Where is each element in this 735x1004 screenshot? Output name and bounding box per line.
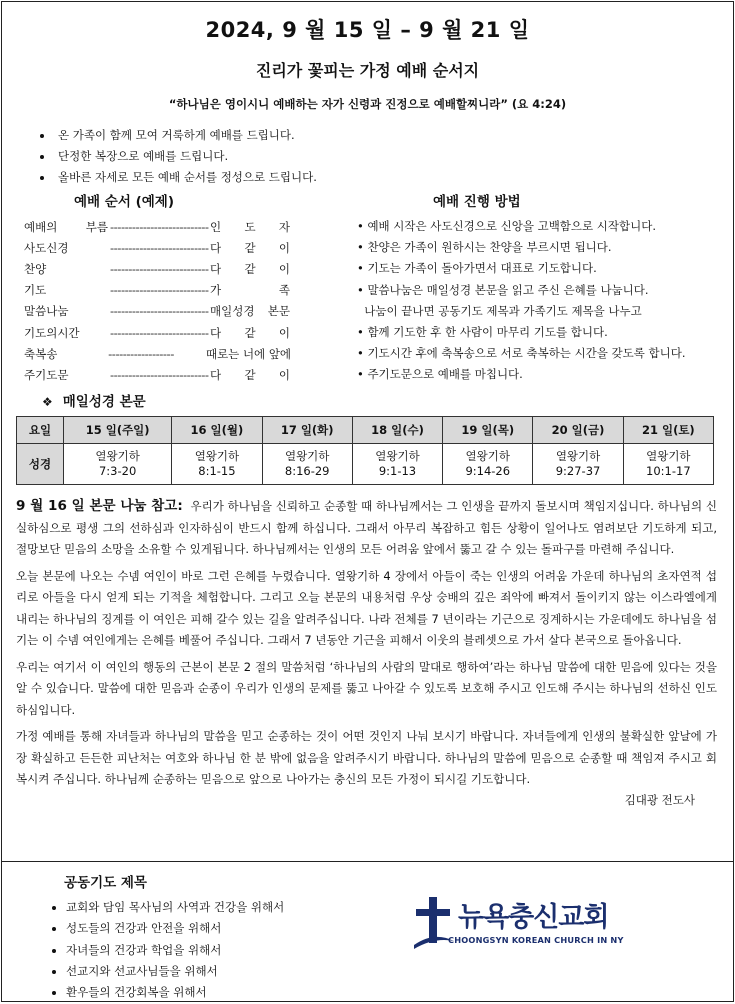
church-name: 뉴욕충신교회 (458, 902, 609, 933)
leader-dots: --------------------------- (110, 325, 209, 340)
table-cell (64, 444, 172, 485)
order-row (24, 216, 294, 237)
leader-dots: --------------------------- (110, 304, 209, 319)
theme-verse: “하나님은 영이시니 예배하는 자가 신령과 진정으로 예배할찌니라” (요 4:24) (168, 97, 567, 111)
date-range: 2024, 9 월 15 일 – 9 월 21 일 (205, 18, 530, 42)
leader-dots: --------------------------- (110, 367, 209, 382)
reading-book: 열왕기하 (555, 449, 601, 463)
order-name: 기도의시간 (24, 325, 80, 340)
order-name: 주기도문 (24, 367, 69, 382)
order-leader: 다 같 이 (210, 325, 290, 340)
leader-dots: --------------------------- (110, 240, 209, 255)
reading-chapter: 10:1-17 (646, 464, 691, 478)
order-leader: 때로는 너에 앞에 (205, 346, 292, 361)
table-row-label: 성경 (17, 444, 64, 485)
intro-list (2, 125, 733, 188)
reading-chapter: 9:14-26 (465, 464, 511, 478)
reading-book: 열왕기하 (465, 449, 510, 463)
reading-chapter: 8:16-29 (284, 464, 330, 478)
prayer-item: • 교회와 담임 목사님의 사역과 건강을 위해서 (66, 897, 284, 918)
leader-dots: --------------------------- (110, 219, 209, 234)
order-row (24, 322, 294, 343)
method-line: • 주기도문으로 예배를 마칩니다. (357, 367, 523, 382)
table-header-cell: 17 일(화) (262, 417, 352, 444)
table-header-cell: 20 일(금) (533, 417, 623, 444)
reading-book: 열왕기하 (284, 449, 330, 463)
author-name: 김대광 전도사 (624, 792, 695, 807)
order-leader: 매일성경 본문 (210, 304, 290, 319)
order-leader: 다 같 이 (210, 261, 290, 276)
order-name: 찬양 (24, 261, 47, 276)
order-row (24, 258, 294, 279)
notes-lead: 9 월 16 일 본문 나눔 참고: (16, 498, 183, 514)
table-header-cell: 21 일(토) (623, 417, 713, 444)
order-name: 말씀나눔 (24, 304, 69, 319)
notes-paragraph (16, 496, 717, 561)
reading-book: 열왕기하 (375, 449, 420, 463)
order-heading: 예배 순서 (예제) (74, 194, 174, 210)
order-leader: 가 족 (210, 283, 290, 298)
order-row (24, 237, 294, 258)
prayer-item: • 환우들의 건강회복을 위해서 (66, 982, 284, 1003)
reading-book: 열왕기하 (646, 449, 691, 463)
method-heading: 예배 진행 방법 (433, 194, 521, 210)
notes-text: 우리가 하나님을 신뢰하고 순종할 때 하나님께서는 그 인생을 끝까지 돌보시며 책임지십니다. 하나님의 신실하심으로 평생 그의 선하심과 인자하심이 반드시 함께 하십니다. 그래서 아무리 복잡하고 힘든 상황이 일어나도 염려보단 기도하게 되고, 절망보단 믿음의 소망을 소유할 수 있게됩니다. 하나님께서는 인생의 모든 어려움 앞에서 뚫고 갈 수 있는 돌파구를 마련해 주십니다. (16, 499, 717, 556)
bible-reading-table (16, 416, 714, 485)
reading-chapter: 8:1-15 (198, 464, 236, 478)
intro-item: • 단정한 복장으로 예배를 드립니다. (54, 146, 733, 167)
method-section (357, 190, 727, 386)
order-leader: 다 같 이 (210, 367, 290, 382)
church-logo (412, 895, 622, 951)
church-english-name: CHOONGSYN KOREAN CHURCH IN NY (448, 935, 624, 945)
prayer-heading: 공동기도 제목 (64, 875, 147, 891)
table-header-cell: 16 일(월) (172, 417, 262, 444)
notes-paragraph: 우리는 여기서 이 여인의 행동의 근본이 본문 2 절의 말씀처럼 ‘하나님의 사람의 말대로 행하여’라는 하나님 말씀에 대한 믿음에 있다는 것을 알 수 있습니다. 말씀에 대한 믿음과 순종이 우리가 인생의 문제를 뚫고 나아갈 수 있도록 보호해 주시고 인도해 주시는 하나님의 선하신 인도하심입니다. (16, 659, 717, 717)
bible-heading-text: 매일성경 본문 (62, 394, 146, 410)
leader-dots: --------------------------- (110, 283, 209, 298)
page-title: 진리가 꽃피는 가정 예배 순서지 (255, 61, 480, 80)
method-line: • 기도는 가족이 돌아가면서 대표로 기도합니다. (357, 261, 597, 276)
order-row (24, 343, 294, 364)
prayer-item: • 선교지와 선교사님들을 위해서 (66, 961, 284, 982)
prayer-item: • 성도들의 건강과 안전을 위해서 (66, 918, 284, 939)
intro-item: • 온 가족이 함께 모여 거룩하게 예배를 드립니다. (54, 125, 733, 146)
table-header-cell: 요일 (17, 417, 64, 444)
intro-item: • 올바른 자세로 모든 예배 순서를 정성으로 드립니다. (54, 167, 733, 188)
table-cell (352, 444, 442, 485)
table-cell (262, 444, 352, 485)
method-line: • 찬양은 가족이 원하시는 찬양을 부르시면 됩니다. (357, 240, 612, 255)
table-cell (623, 444, 713, 485)
reading-chapter: 9:27-37 (555, 464, 601, 478)
leader-dots: --------------------------- (110, 261, 209, 276)
prayer-item: • 자녀들의 건강과 학업을 위해서 (66, 940, 284, 961)
reading-chapter: 9:1-13 (378, 464, 417, 478)
reading-chapter: 7:3-20 (98, 464, 137, 478)
order-section (24, 190, 294, 386)
method-line: • 말씀나눔은 매일성경 본문을 읽고 주신 은혜를 나눕니다. (357, 282, 649, 297)
order-row (24, 280, 294, 301)
order-row (24, 301, 294, 322)
table-header-row (17, 417, 714, 444)
method-line: • 예배 시작은 사도신경으로 신앙을 고백함으로 시작합니다. (357, 219, 656, 233)
worship-bulletin (1, 1, 734, 1002)
prayer-list (42, 897, 284, 1003)
method-line: • 함께 기도한 후 한 사람이 마무리 기도를 합니다. (357, 324, 608, 339)
leader-dots: ------------------ (108, 346, 174, 361)
order-leader: 다 같 이 (210, 240, 290, 255)
table-cell (172, 444, 262, 485)
order-name: 예배의 부름 (24, 219, 108, 234)
prayer-section (42, 871, 284, 1003)
order-row (24, 364, 294, 385)
order-name: 축복송 (24, 346, 58, 361)
section-divider (2, 861, 733, 862)
table-header-cell: 15 일(주일) (64, 417, 172, 444)
method-line: 나눔이 끝나면 공동기도 제목과 가족기도 제목을 나누고 (357, 303, 642, 318)
worship-guide (2, 190, 733, 380)
table-cell (533, 444, 623, 485)
reading-book: 열왕기하 (95, 449, 140, 463)
order-leader: 인 도 자 (210, 219, 290, 234)
reading-book: 열왕기하 (194, 449, 240, 463)
bible-reading-heading (42, 390, 733, 410)
table-row (17, 444, 714, 485)
table-header-cell: 19 일(목) (443, 417, 533, 444)
table-cell (443, 444, 533, 485)
order-name: 사도신경 (24, 240, 69, 255)
notes-paragraph: 가정 예배를 통해 자녀들과 하나님의 말씀을 믿고 순종하는 것이 어떤 것인지 나눠 보시기 바랍니다. 자녀들에게 인생의 불확실한 앞날에 가장 확실하고 든든한 피난처는 여호와 하나님 한 분 밖에 없음을 알려주시기 바랍니다. 하나님의 말씀에 믿음으로 순종할 때 책임져 주시고 회복시켜 주십니다. 하나님께 순종하는 믿음으로 앞으로 나아가는 충신의 모든 가정이 되시길 기도합니다. (16, 729, 717, 786)
table-header-cell: 18 일(수) (352, 417, 442, 444)
method-line: • 기도시간 후에 축복송으로 서로 축복하는 시간을 갖도록 합니다. (357, 346, 686, 361)
notes-paragraph: 오늘 본문에 나오는 수넴 여인이 바로 그런 은혜를 누렸습니다. 열왕기하 4 장에서 아들이 죽는 인생의 어려움 가운데 하나님의 초자연적 섭리로 아들을 다시 얻게 되는 기적을 체험합니다. 그리고 오늘 본문의 내용처럼 우상 숭배의 깊은 죄악에 빠져서 돌이키지 않는 이스라엘에게 내리는 하나님의 징계를 이 여인은 피해 갈수 있는 길을 알려주십니다. 나라 전체를 7 년이라는 기근으로 징계하시는 가운데에도 하나님을 섬기는 이 수넴 여인에게는 은혜를 베풀어 주십니다. 그래서 7 년동안 기근을 피해서 이웃의 블레셋으로 가서 살다 본국으로 돌아옵니다. (16, 568, 717, 647)
sermon-notes (16, 496, 717, 791)
order-name: 기도 (24, 283, 47, 298)
diamond-bullet-icon: ❖ (42, 395, 53, 409)
